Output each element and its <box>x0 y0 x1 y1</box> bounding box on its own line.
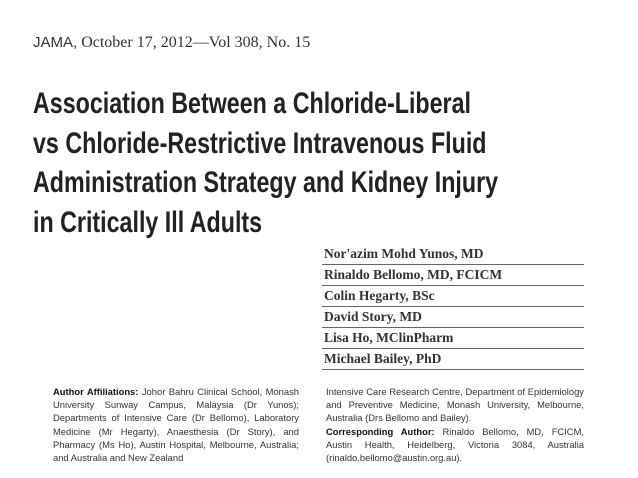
title-line: in Critically Ill Adults <box>33 205 263 239</box>
author: Michael Bailey, PhD <box>322 349 584 370</box>
affiliations-text-cont: Intensive Care Research Centre, Department of Epidemiology and Preventive Medicine, Monash University, Melbourne, Australia (Drs Bellomo and Bailey). <box>326 386 584 424</box>
corresponding-text: Rinaldo Bellomo, MD, FCICM, Austin Health, Heidelberg, Victoria 3084, Australia (rinaldo.bellomo@austin.org.au). <box>326 425 584 464</box>
author: David Story, MD <box>322 307 584 328</box>
affiliations-text: Johor Bahru Clinical School, Monash University Sunway Campus, Malaysia (Dr Yunos); Departments of Intensive Care (Dr Bellomo), Laboratory Medicine (Mr Hegarty), Anaesthesia (Dr Story), and Pharmacy (Ms Ho), Austin Hospital, Melbourne, Australia; and Australia and New Zealand <box>53 386 299 464</box>
author-list <box>322 244 584 370</box>
title-line: Association Between a Chloride-Liberal <box>33 87 471 120</box>
journal-name: JAMA, <box>33 34 78 51</box>
title-line: vs Chloride-Restrictive Intravenous Fluid <box>33 126 487 160</box>
author: Colin Hegarty, BSc <box>322 286 584 307</box>
journal-citation <box>33 34 310 52</box>
author: Lisa Ho, MClinPharm <box>322 328 584 349</box>
corresponding-label: Corresponding Author: <box>326 425 435 437</box>
author: Rinaldo Bellomo, MD, FCICM <box>322 265 584 286</box>
affiliations-left <box>53 385 299 464</box>
author: Nor'azim Mohd Yunos, MD <box>322 244 584 265</box>
affiliations-label: Author Affiliations: <box>53 386 139 397</box>
title-line: Administration Strategy and Kidney Injury <box>33 166 499 199</box>
article-title <box>33 84 607 242</box>
affiliations-right <box>326 385 584 464</box>
issue-info: October 17, 2012—Vol 308, No. 15 <box>81 34 311 51</box>
